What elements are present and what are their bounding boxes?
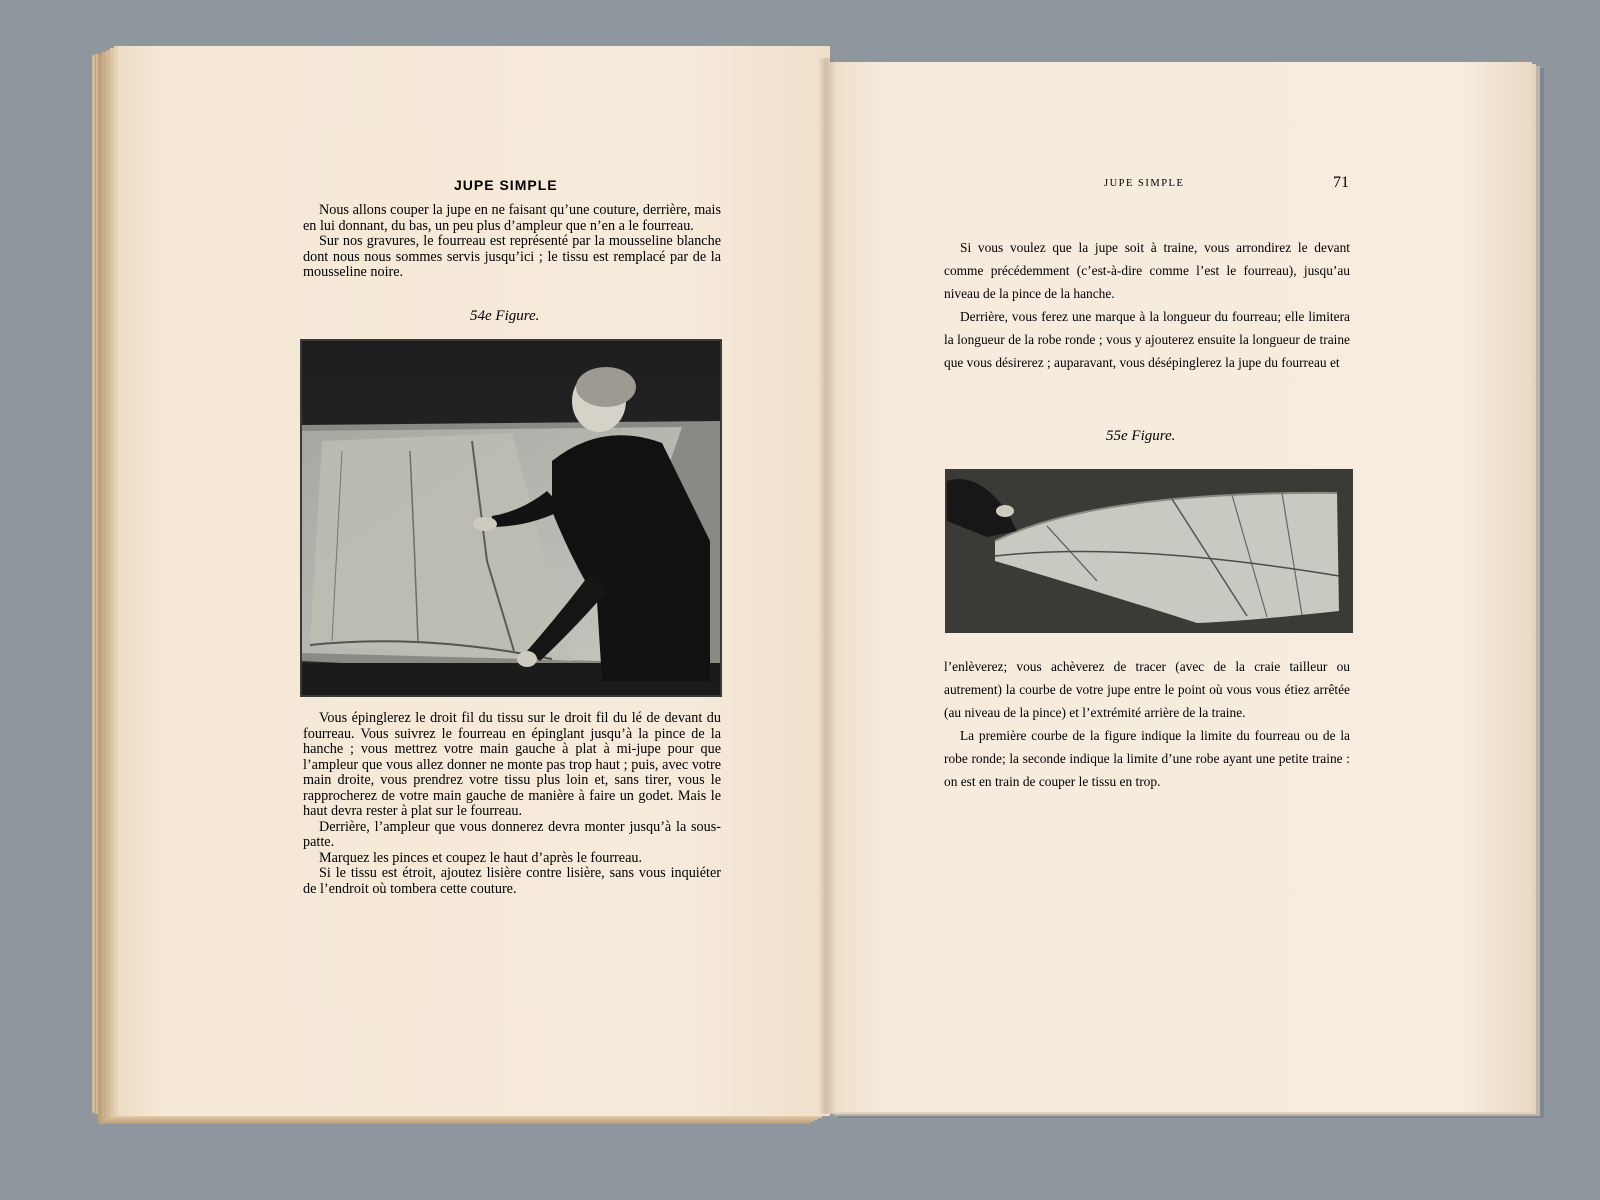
left-running-title: JUPE SIMPLE (454, 177, 558, 193)
figure-55-image (947, 471, 1351, 631)
page-number: 71 (1333, 174, 1349, 191)
paragraph: Si vous voulez que la jupe soit à traine, vous arrondirez le devant comme précédemment (c’est-à-dire comme l’est le fourreau), jusqu’au niveau de la pince de la hanche. (944, 240, 1350, 301)
left-intro-text (303, 203, 721, 281)
figure-54-photo (300, 339, 722, 697)
left-body-text (303, 711, 721, 897)
page-block-edge (92, 54, 118, 1114)
paragraph: Nous allons couper la jupe en ne faisant qu’une couture, derrière, mais en lui donnant, du bas, un peu plus d’ampleur que n’en a le fourreau. (303, 202, 721, 234)
right-bottom-text (944, 655, 1350, 793)
figure-55-photo (945, 469, 1353, 633)
paragraph: La première courbe de la figure indique la limite du fourreau ou de la robe ronde; la seconde indique la limite d’une robe ayant une petite traine : on est en train de couper le tissu en trop. (944, 728, 1350, 789)
book-gutter (818, 58, 836, 1114)
paragraph: l’enlèverez; vous achèverez de tracer (avec de la craie tailleur ou autrement) la courbe de votre jupe entre le point où vous vous étiez arrêtée (au niveau de la pince) et l’extrémité arrière de la traine. (944, 659, 1350, 720)
figure-54-image (302, 341, 720, 695)
paragraph: Derrière, l’ampleur que vous donnerez devra monter jusqu’à la sous-patte. (303, 818, 721, 850)
right-running-title: JUPE SIMPLE (1104, 178, 1185, 189)
right-top-text (944, 236, 1350, 374)
figure-54-caption: 54e Figure. (470, 308, 540, 324)
paragraph: Vous épinglerez le droit fil du tissu sur le droit fil du lé de devant du fourreau. Vous suivrez le fourreau en épinglant jusqu’à la pince de la hanche ; vous mettrez votre main gauche à plat à mi-jupe pour que l’ampleur que vous allez donner ne monte pas trop haut ; puis, avec votre main droite, vous prendrez votre tissu plus loin et, sans tirer, vous le rapprocherez de votre main gauche de manière à faire un godet. Mais le haut devra rester à plat sur le fourreau. (303, 710, 721, 819)
figure-55-caption: 55e Figure. (1106, 428, 1176, 444)
paragraph: Si le tissu est étroit, ajoutez lisière contre lisière, sans vous inquiéter de l’endroit où tombera cette couture. (303, 865, 721, 897)
paragraph: Marquez les pinces et coupez le haut d’après le fourreau. (319, 849, 643, 866)
paragraph: Sur nos gravures, le fourreau est représenté par la mousseline blanche dont nous nous sommes servis jusqu’ici ; le tissu est remplacé par de la mousseline noire. (303, 233, 721, 280)
paragraph: Derrière, vous ferez une marque à la longueur du fourreau; elle limitera la longueur de la robe ronde ; vous y ajouterez ensuite la longueur de traine que vous désirerez ; auparavant, vous désépinglerez la jupe du fourreau et (944, 309, 1350, 370)
